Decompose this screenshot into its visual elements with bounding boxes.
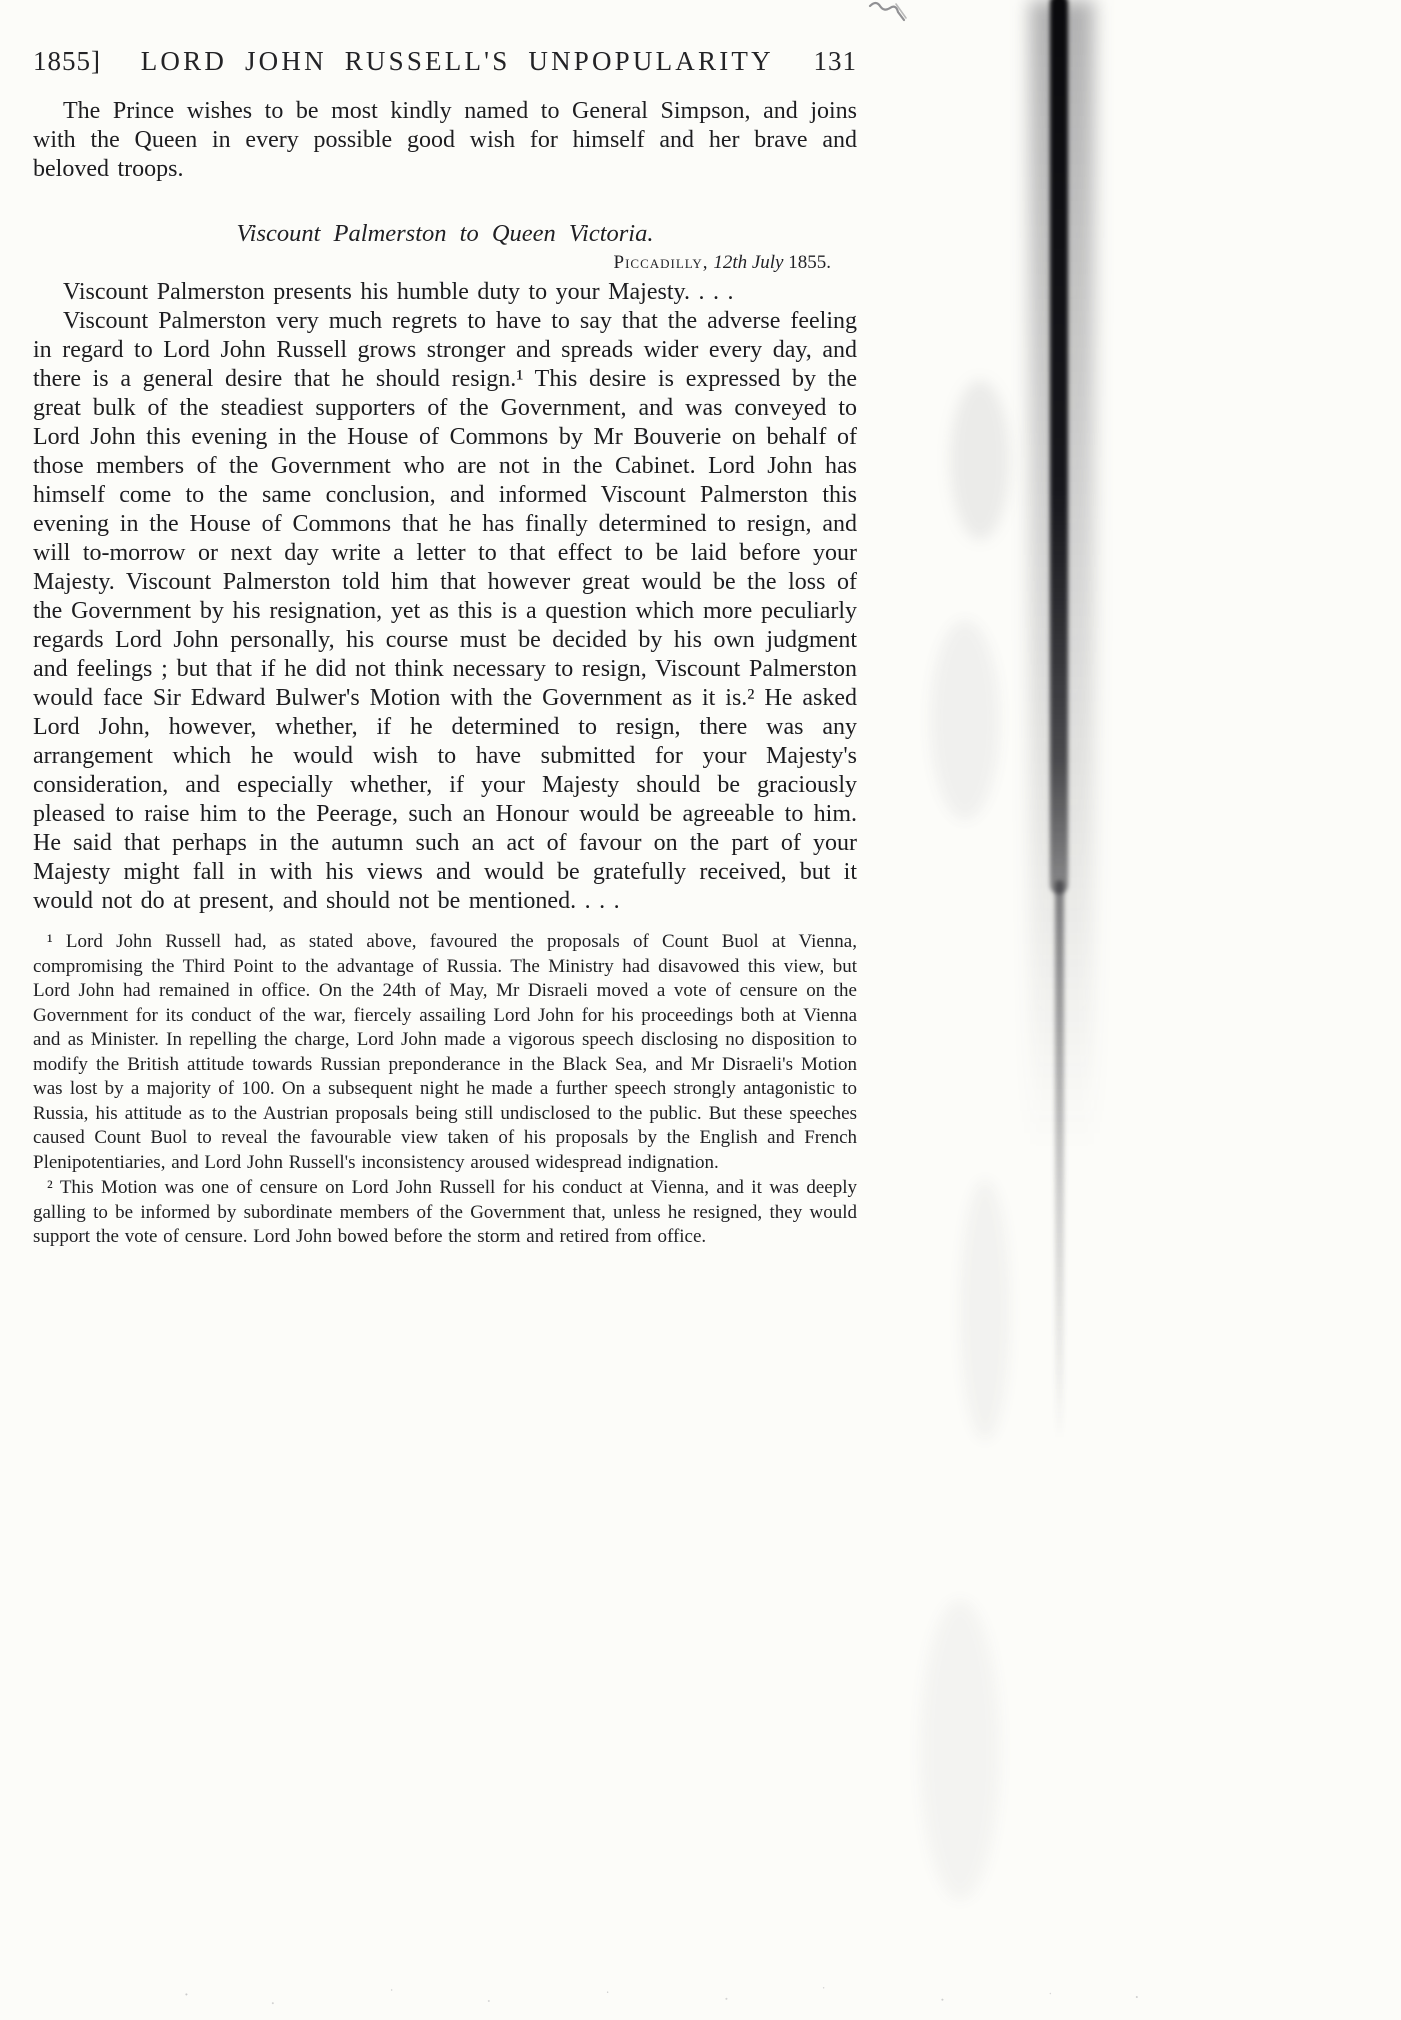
letter-paragraph: Viscount Palmerston presents his humble duty to your Majesty. . . . xyxy=(63,279,734,305)
header-year: 1855] xyxy=(33,46,101,76)
pencil-mark-icon xyxy=(866,0,914,22)
running-header xyxy=(33,46,857,77)
intro-paragraph: The Prince wishes to be most kindly named to General Simpson, and joins with the Queen in every possible good wish for himself and her brave and beloved troops. xyxy=(33,98,857,182)
scan-smudge xyxy=(960,1180,1010,1440)
footnote-1: ¹ Lord John Russell had, as stated above, favoured the proposals of Count Buol at Vienna, compromising the Third Point to the advantage of Russia. The Ministry had disavowed this view, but Lord John had remained in office. On the 24th of May, Mr Disraeli moved a vote of censure on the Government for its conduct of the war, fiercely assailing Lord John for his proceedings both at Vienna and as Minister. In repelling the charge, Lord John made a vigorous speech disclosing no disposition to modify the British attitude towards Russian preponderance in the Black Sea, and Mr Disraeli's Motion was lost by a majority of 100. On a subsequent night he made a further speech strongly antagonistic to Russia, his attitude as to the Austrian proposals being still undisclosed to the public. But these speeches caused Count Buol to reveal the favourable view taken of his proposals by the English and French Plenipotentiaries, and Lord John Russell's inconsistency aroused widespread indignation. xyxy=(33,931,857,1173)
letter-paragraph: Viscount Palmerston very much regrets to have to say that the adverse feeling in regard to Lord John Russell grows stronger and spreads wider every day, and there is a general desire that he should resign.¹ This desire is expressed by the great bulk of the steadiest supporters of the Government, and was conveyed to Lord John this evening in the House of Commons by Mr Bouverie on behalf of those members of the Government who are not in the Cabinet. Lord John has himself come to the same conclusion, and informed Viscount Palmerston this evening in the House of Commons that he has finally determined to resign, and will to-morrow or next day write a letter to that effect to be laid before your Majesty. Viscount Palmerston told him that however great would be the loss of the Government by his resignation, yet as this is a question which more peculiarly regards Lord John personally, his course must be decided by his own judgment and feelings ; but that if he did not think necessary to resign, Viscount Palmerston would face Sir Edward Bulwer's Motion with the Government as it is.² He asked Lord John, however, whether, if he determined to resign, there was any arrangement which he would wish to have submitted for your Majesty's consideration, and especially whether, if your Majesty should be graciously pleased to raise him to the Peerage, such an Honour would be agreeable to him. He said that perhaps in the autumn such an act of favour on the part of your Majesty might fall in with his views and would be gratefully received, but it would not do at present, and should not be mentioned. . . . xyxy=(33,308,857,914)
scan-smudge xyxy=(920,1600,1000,1900)
dateline-year: 1855. xyxy=(788,252,831,273)
scan-smudge xyxy=(950,380,1010,540)
dateline-date: 12th July xyxy=(713,252,784,273)
footnote-2: ² This Motion was one of censure on Lord John Russell for his conduct at Vienna, and it was deeply galling to be informed by subordinate members of the Government that, unless he resigned, they would support the vote of censure. Lord John bowed before the storm and retired from office. xyxy=(33,1177,857,1247)
binding-shadow-halo xyxy=(1030,0,1094,1150)
letter-dateline xyxy=(33,252,857,274)
scan-smudge xyxy=(930,620,1000,820)
binding-shadow xyxy=(1050,0,1068,894)
text-column xyxy=(33,46,857,1250)
footnotes-section xyxy=(33,930,857,1250)
letter-heading: Viscount Palmerston to Queen Victoria. xyxy=(236,220,654,247)
header-title: LORD JOHN RUSSELL'S UNPOPULARITY xyxy=(140,46,774,76)
scan-noise xyxy=(100,1968,1180,2012)
page-number: 131 xyxy=(813,46,857,76)
dateline-place: Piccadilly, xyxy=(613,252,709,273)
binding-shadow-tail xyxy=(1055,880,1064,1440)
